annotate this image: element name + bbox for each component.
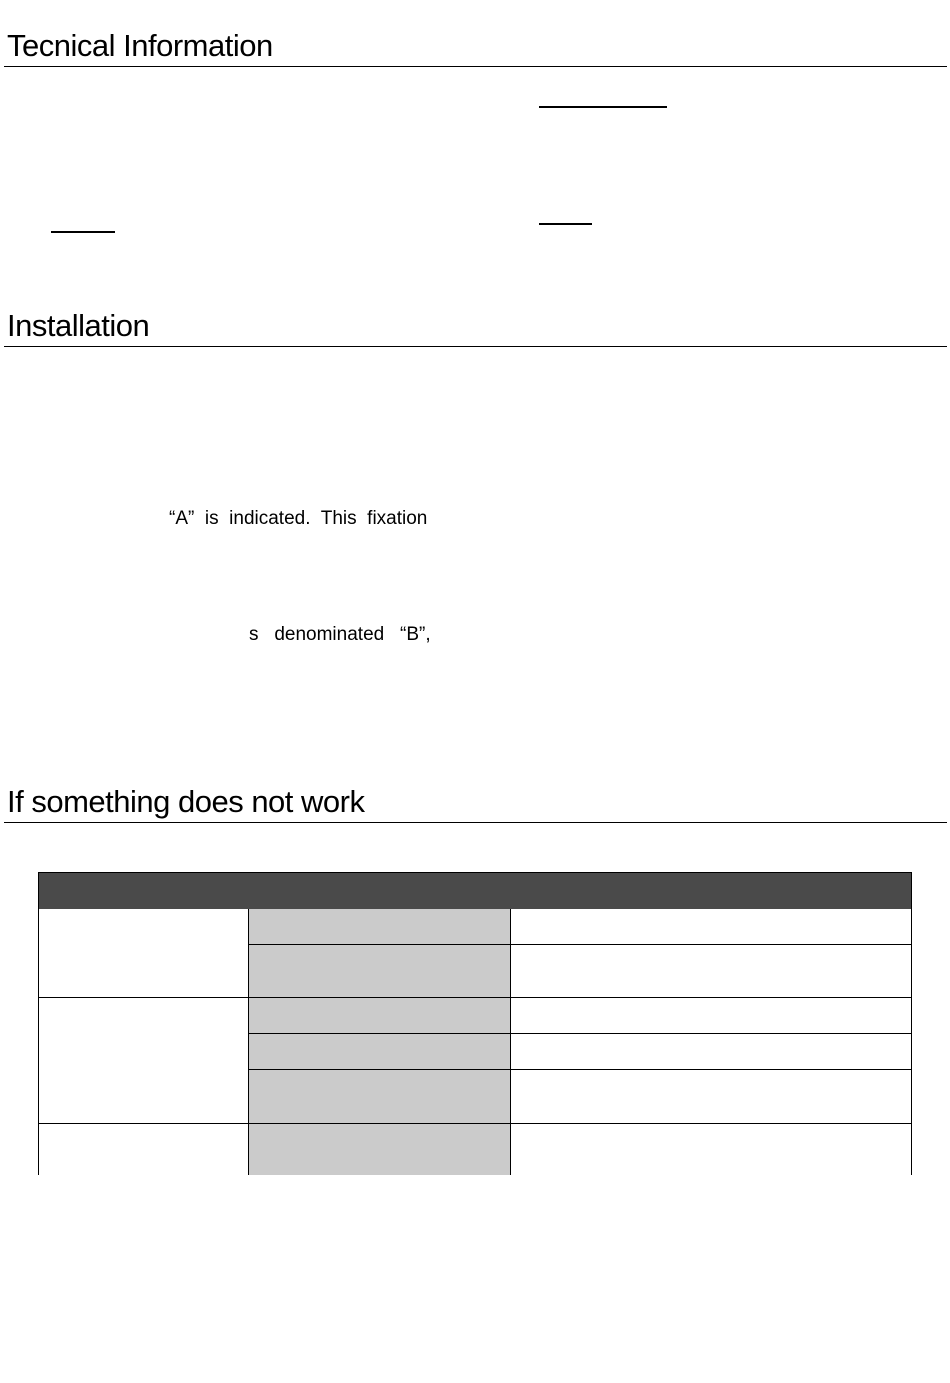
table-column-divider (248, 909, 249, 1175)
table-cell-cause (249, 998, 511, 1034)
table-header-cell-problem (39, 873, 249, 909)
technical-information-heading: Tecnical Information (7, 28, 273, 63)
table-cell-cause (249, 909, 511, 945)
table-header-cell-solution (511, 873, 911, 909)
table-row-divider (249, 1069, 911, 1070)
installation-divider (4, 346, 947, 347)
underline-mark (539, 106, 667, 108)
table-cell-cause (249, 1124, 511, 1175)
table-cell-cause (249, 1070, 511, 1124)
underline-mark (51, 231, 115, 233)
troubleshooting-table (38, 872, 912, 1175)
table-cell-solution (511, 909, 911, 945)
table-cell-solution (511, 945, 911, 998)
table-cell-solution (511, 1124, 911, 1175)
table-row-divider (39, 997, 911, 998)
table-cell-solution (511, 1034, 911, 1070)
table-row-divider (249, 1033, 911, 1034)
table-cell-solution (511, 998, 911, 1034)
installation-text-fragment: s denominated “B”, (249, 624, 431, 645)
table-cell-problem (39, 909, 249, 998)
table-cell-problem (39, 1124, 249, 1175)
technical-information-divider (4, 66, 947, 67)
table-cell-solution (511, 1070, 911, 1124)
troubleshooting-heading: If something does not work (7, 784, 365, 819)
table-row-divider (249, 944, 911, 945)
table-cell-cause (249, 945, 511, 998)
installation-text-fragment: “A” is indicated. This fixation (169, 508, 428, 529)
table-header-cell-cause (249, 873, 511, 909)
underline-mark (539, 223, 592, 225)
installation-heading: Installation (7, 308, 150, 343)
table-cell-problem (39, 998, 249, 1124)
table-row-divider (39, 1123, 911, 1124)
troubleshooting-divider (4, 822, 947, 823)
table-column-divider (510, 909, 511, 1175)
table-cell-cause (249, 1034, 511, 1070)
